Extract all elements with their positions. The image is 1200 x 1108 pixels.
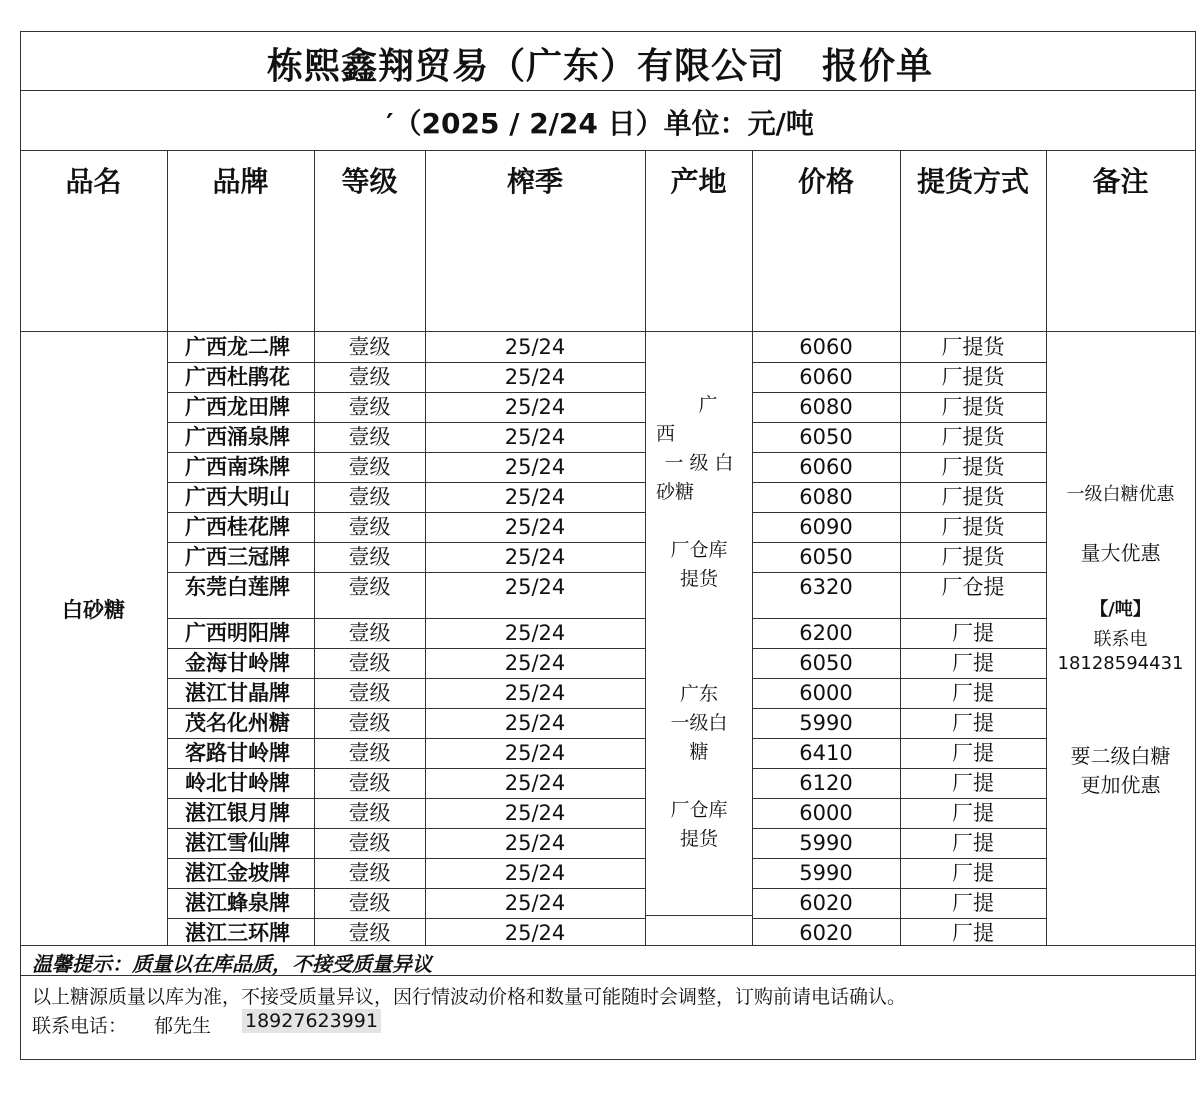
pickup-cell: 厂提 xyxy=(952,741,994,765)
remark-phone: 18128594431 xyxy=(1057,653,1184,674)
brand-cell: 客路甘岭牌 xyxy=(185,741,290,765)
header-remarks: 备注 xyxy=(1092,165,1149,198)
grade-cell: 壹级 xyxy=(348,335,391,359)
price-cell: 6000 xyxy=(799,801,853,825)
contact-name: 郁先生 xyxy=(154,1015,212,1037)
product-name: 白砂糖 xyxy=(62,598,125,622)
grade-cell: 壹级 xyxy=(348,365,391,389)
pickup-cell: 厂提 xyxy=(952,831,994,855)
pickup-cell: 厂提货 xyxy=(941,425,1005,449)
brand-cell: 广西杜鹃花 xyxy=(185,365,290,389)
price-cell: 6090 xyxy=(799,515,853,539)
season-cell: 25/24 xyxy=(504,575,566,599)
frame-bottom-line xyxy=(20,1059,1196,1060)
season-cell: 25/24 xyxy=(504,861,566,885)
brand-cell: 广西龙二牌 xyxy=(185,335,290,359)
season-cell: 25/24 xyxy=(504,711,566,735)
origin-separator xyxy=(645,915,752,916)
season-cell: 25/24 xyxy=(504,921,566,945)
brand-cell: 湛江金坡牌 xyxy=(185,861,290,885)
remark-line-4: 联系电 xyxy=(1093,629,1148,650)
origin-guangxi xyxy=(648,391,750,594)
price-cell: 6060 xyxy=(799,335,853,359)
season-cell: 25/24 xyxy=(504,681,566,705)
season-cell: 25/24 xyxy=(504,545,566,569)
price-cell: 6060 xyxy=(799,455,853,479)
season-cell: 25/24 xyxy=(504,771,566,795)
remark-line-6: 要二级白糖 xyxy=(1070,744,1171,768)
season-cell: 25/24 xyxy=(504,365,566,389)
season-cell: 25/24 xyxy=(504,891,566,915)
pickup-cell: 厂提 xyxy=(952,681,994,705)
frame-right-line xyxy=(1195,31,1196,1059)
pickup-cell: 厂提货 xyxy=(941,485,1005,509)
origin-gd-pickup-2: 提货 xyxy=(679,828,718,850)
brand-cell: 湛江银月牌 xyxy=(185,801,290,825)
price-cell: 6080 xyxy=(799,395,853,419)
price-cell: 6020 xyxy=(799,921,853,945)
brand-cell: 广西大明山 xyxy=(185,485,290,509)
season-cell: 25/24 xyxy=(504,425,566,449)
price-cell: 6200 xyxy=(799,621,853,645)
season-cell: 25/24 xyxy=(504,485,566,509)
grade-cell: 壹级 xyxy=(348,651,391,675)
price-cell: 6050 xyxy=(799,425,853,449)
pickup-cell: 厂提 xyxy=(952,891,994,915)
contact-label: 联系电话： xyxy=(32,1015,128,1037)
brand-cell: 广西龙田牌 xyxy=(185,395,290,419)
price-cell: 6060 xyxy=(799,365,853,389)
pickup-cell: 厂提货 xyxy=(941,365,1005,389)
origin-gd-line-3: 糖 xyxy=(689,741,709,763)
grade-cell: 壹级 xyxy=(348,921,391,945)
header-pickup: 提货方式 xyxy=(916,165,1029,198)
origin-gx-line-1: 广 xyxy=(698,394,718,416)
col-line-4 xyxy=(645,150,646,945)
season-cell: 25/24 xyxy=(504,455,566,479)
origin-gx-line-3: 一 级 白 xyxy=(664,452,734,474)
season-cell: 25/24 xyxy=(504,831,566,855)
grade-cell: 壹级 xyxy=(348,681,391,705)
grade-cell: 壹级 xyxy=(348,515,391,539)
grade-cell: 壹级 xyxy=(348,485,391,509)
pickup-cell: 厂提 xyxy=(952,651,994,675)
grade-cell: 壹级 xyxy=(348,831,391,855)
brand-cell: 湛江雪仙牌 xyxy=(185,831,290,855)
brand-cell: 湛江三环牌 xyxy=(185,921,290,945)
price-cell: 6020 xyxy=(799,891,853,915)
origin-gx-line-2: 西 xyxy=(656,423,676,445)
season-cell: 25/24 xyxy=(504,395,566,419)
header-price: 价格 xyxy=(797,165,854,198)
brand-cell: 茂名化州糖 xyxy=(185,711,290,735)
price-cell: 5990 xyxy=(799,861,853,885)
price-cell: 6050 xyxy=(799,651,853,675)
col-line-1 xyxy=(167,150,168,945)
footer-disclaimer: 以上糖源质量以库为准，不接受质量异议，因行情波动价格和数量可能随时会调整，订购前请电话确认。 xyxy=(32,986,907,1008)
brand-cell: 东莞白莲牌 xyxy=(185,575,290,599)
header-brand: 品牌 xyxy=(212,165,269,198)
frame-top-line xyxy=(20,31,1196,32)
warm-tip: 温馨提示：质量以在库品质，不接受质量异议 xyxy=(32,952,432,976)
price-cell: 6410 xyxy=(799,741,853,765)
pickup-cell: 厂提货 xyxy=(941,335,1005,359)
remark-line-1: 一级白糖优惠 xyxy=(1066,484,1175,505)
header-grade: 等级 xyxy=(341,165,398,198)
grade-cell: 壹级 xyxy=(348,545,391,569)
price-cell: 5990 xyxy=(799,831,853,855)
pickup-cell: 厂提 xyxy=(952,771,994,795)
brand-cell: 广西南珠牌 xyxy=(185,455,290,479)
origin-gd-line-2: 一级白 xyxy=(670,712,728,734)
origin-gx-pickup-1: 厂仓库 xyxy=(670,539,728,561)
pickup-cell: 厂提 xyxy=(952,801,994,825)
price-cell: 6320 xyxy=(799,575,853,599)
brand-cell: 湛江蜂泉牌 xyxy=(185,891,290,915)
header-origin: 产地 xyxy=(670,165,727,198)
origin-gx-pickup-2: 提货 xyxy=(679,568,718,590)
grade-cell: 壹级 xyxy=(348,891,391,915)
remark-line-3: 【/吨】 xyxy=(1090,599,1151,620)
pickup-cell: 厂提货 xyxy=(941,545,1005,569)
grade-cell: 壹级 xyxy=(348,801,391,825)
brand-cell: 湛江甘晶牌 xyxy=(185,681,290,705)
page-title: 栋熙鑫翔贸易（广东）有限公司 报价单 xyxy=(266,46,933,87)
season-cell: 25/24 xyxy=(504,741,566,765)
title-divider xyxy=(20,90,1196,91)
price-cell: 6000 xyxy=(799,681,853,705)
pickup-cell: 厂提 xyxy=(952,621,994,645)
origin-guangdong xyxy=(648,680,750,854)
brand-cell: 广西桂花牌 xyxy=(185,515,290,539)
brand-cell: 广西三冠牌 xyxy=(185,545,290,569)
brand-cell: 广西明阳牌 xyxy=(185,621,290,645)
brand-cell: 岭北甘岭牌 xyxy=(185,771,290,795)
brand-cell: 广西涌泉牌 xyxy=(185,425,290,449)
price-cell: 5990 xyxy=(799,711,853,735)
season-cell: 25/24 xyxy=(504,621,566,645)
grade-cell: 壹级 xyxy=(348,425,391,449)
pickup-cell: 厂提 xyxy=(952,921,994,945)
pickup-cell: 厂提 xyxy=(952,861,994,885)
pickup-cell: 厂提货 xyxy=(941,395,1005,419)
season-cell: 25/24 xyxy=(504,335,566,359)
pickup-cell: 厂提货 xyxy=(941,455,1005,479)
season-cell: 25/24 xyxy=(504,651,566,675)
pickup-cell: 厂仓提 xyxy=(941,575,1005,599)
price-cell: 6120 xyxy=(799,771,853,795)
date-divider xyxy=(20,150,1196,151)
origin-gd-line-1: 广东 xyxy=(679,683,718,705)
grade-cell: 壹级 xyxy=(348,455,391,479)
season-cell: 25/24 xyxy=(504,801,566,825)
price-cell: 6080 xyxy=(799,485,853,509)
remark-line-7: 更加优惠 xyxy=(1080,773,1161,797)
grade-cell: 壹级 xyxy=(348,575,391,599)
pickup-cell: 厂提 xyxy=(952,711,994,735)
grade-cell: 壹级 xyxy=(348,771,391,795)
price-cell: 6050 xyxy=(799,545,853,569)
brand-cell: 金海甘岭牌 xyxy=(185,651,290,675)
origin-gd-pickup-1: 厂仓库 xyxy=(670,799,728,821)
grade-cell: 壹级 xyxy=(348,741,391,765)
origin-gx-line-4: 砂糖 xyxy=(656,481,695,503)
grade-cell: 壹级 xyxy=(348,395,391,419)
season-cell: 25/24 xyxy=(504,515,566,539)
grade-cell: 壹级 xyxy=(348,621,391,645)
remark-line-2: 量大优惠 xyxy=(1080,541,1161,565)
pickup-cell: 厂提货 xyxy=(941,515,1005,539)
grade-cell: 壹级 xyxy=(348,711,391,735)
grade-cell: 壹级 xyxy=(348,861,391,885)
date-unit-line: ′（2025 / 2/24 日）单位：元/吨 xyxy=(386,107,814,140)
header-season: 榨季 xyxy=(506,165,563,198)
contact-phone[interactable]: 18927623991 xyxy=(242,1009,381,1033)
header-product: 品名 xyxy=(65,165,122,198)
